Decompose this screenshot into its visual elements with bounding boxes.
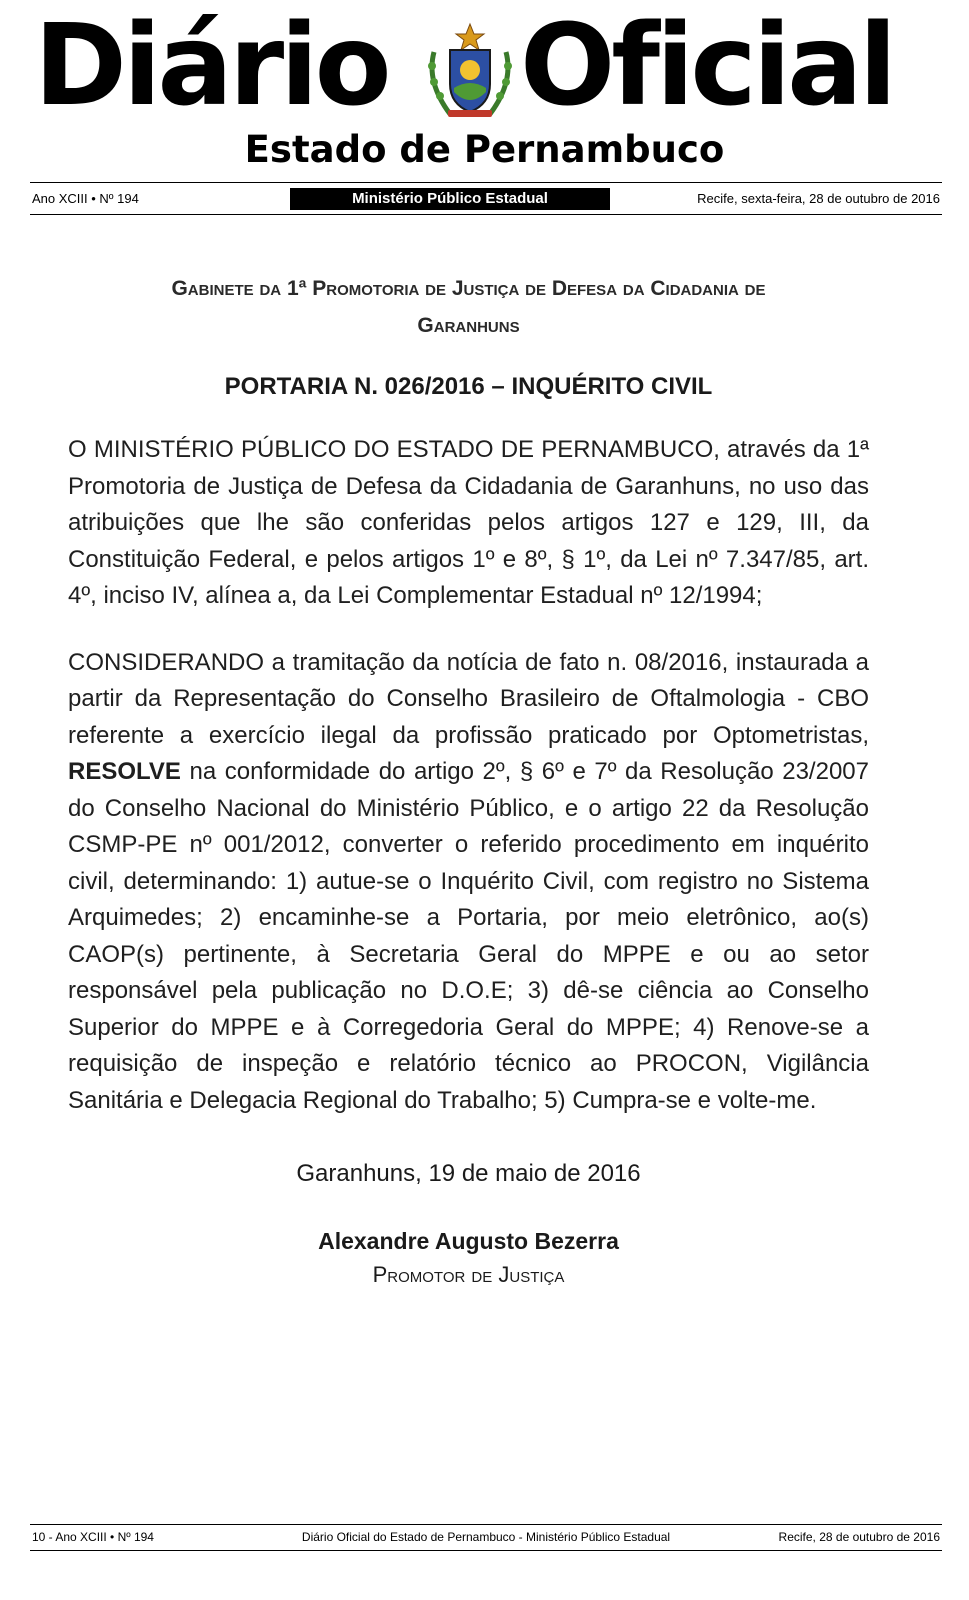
masthead-title-right: Oficial [520,1,894,131]
signer-name: Alexandre Augusto Bezerra [318,1228,619,1254]
resolve-keyword: RESOLVE [68,758,181,785]
pernambuco-coat-of-arms-icon [420,22,520,122]
issue-date: Recife, sexta-feira, 28 de outubro de 2016 [697,191,940,206]
masthead-subtitle: Estado de Pernambuco [244,128,725,171]
edition-number: Ano XCIII • Nº 194 [32,191,139,206]
masthead-title-left: Diário [34,1,388,131]
office-heading [68,270,869,344]
considerando-text-after: na conformidade do artigo 2º, § 6º e 7º da Resolução 23/2007 do Conselho Nacional do Ministério Público, e o artigo 22 da Resolução CSMP-PE nº 001/2012, converter o referido procedimento em inquérito civil, determinando: 1) autue-se o Inquérito Civil, com registro no Sistema Arquimedes; 2) encaminhe-se a Portaria, por meio eletrônico, ao(s) CAOP(s) pertinente, à Secretaria Geral do MPPE e ou ao setor responsável pela publicação no D.O.E; 3) dê-se ciência ao Conselho Superior do MPPE e à Corregedoria Geral do MPPE; 4) Renove-se a requisição de inspeção e relatório técnico ao PROCON, Vigilância Sanitária e Delegacia Regional do Trabalho; 5) Cumpra-se e volte-me. [68,758,869,1114]
footer-date: Recife, 28 de outubro de 2016 [778,1530,940,1544]
footer-page-info: 10 - Ano XCIII • Nº 194 [32,1530,154,1544]
footer-bottom-rule [30,1550,942,1551]
issue-meta-bar [30,188,942,212]
footer-top-rule [30,1524,942,1525]
signer-role: Promotor de Justiça [372,1262,565,1287]
header-bottom-rule [30,214,942,215]
section-banner: Ministério Público Estadual [290,188,610,210]
considerando-text-before: CONSIDERANDO a tramitação da notícia de fato n. 08/2016, instaurada a partir da Representação do Conselho Brasileiro de Oftalmologia - CBO referente a exercício ilegal da profissão praticado por Optometristas, [68,648,869,749]
page-footer [30,1530,942,1548]
preamble-paragraph: O MINISTÉRIO PÚBLICO DO ESTADO DE PERNAMBUCO, através da 1ª Promotoria de Justiça de Defesa da Cidadania de Garanhuns, no uso das atribuições que lhe são conferidas pelos artigos 127 e 129, III, da Constituição Federal, e pelos artigos 1º e 8º, § 1º, da Lei nº 7.347/85, art. 4º, inciso IV, alínea a, da Lei Complementar Estadual nº 12/1994; [68,436,869,609]
office-heading-line2: Garanhuns [417,314,520,337]
office-heading-line1: Gabinete da 1ª Promotoria de Justiça de Defesa da Cidadania de [171,277,766,300]
portaria-title: PORTARIA N. 026/2016 – INQUÉRITO CIVIL [224,373,713,400]
footer-publication: Diário Oficial do Estado de Pernambuco - Ministério Público Estadual [301,1530,671,1544]
considerando-paragraph [68,645,869,1120]
document-body [68,270,869,1289]
dateline: Garanhuns, 19 de maio de 2016 [296,1160,641,1187]
masthead [0,0,969,178]
header-top-rule [30,182,942,183]
